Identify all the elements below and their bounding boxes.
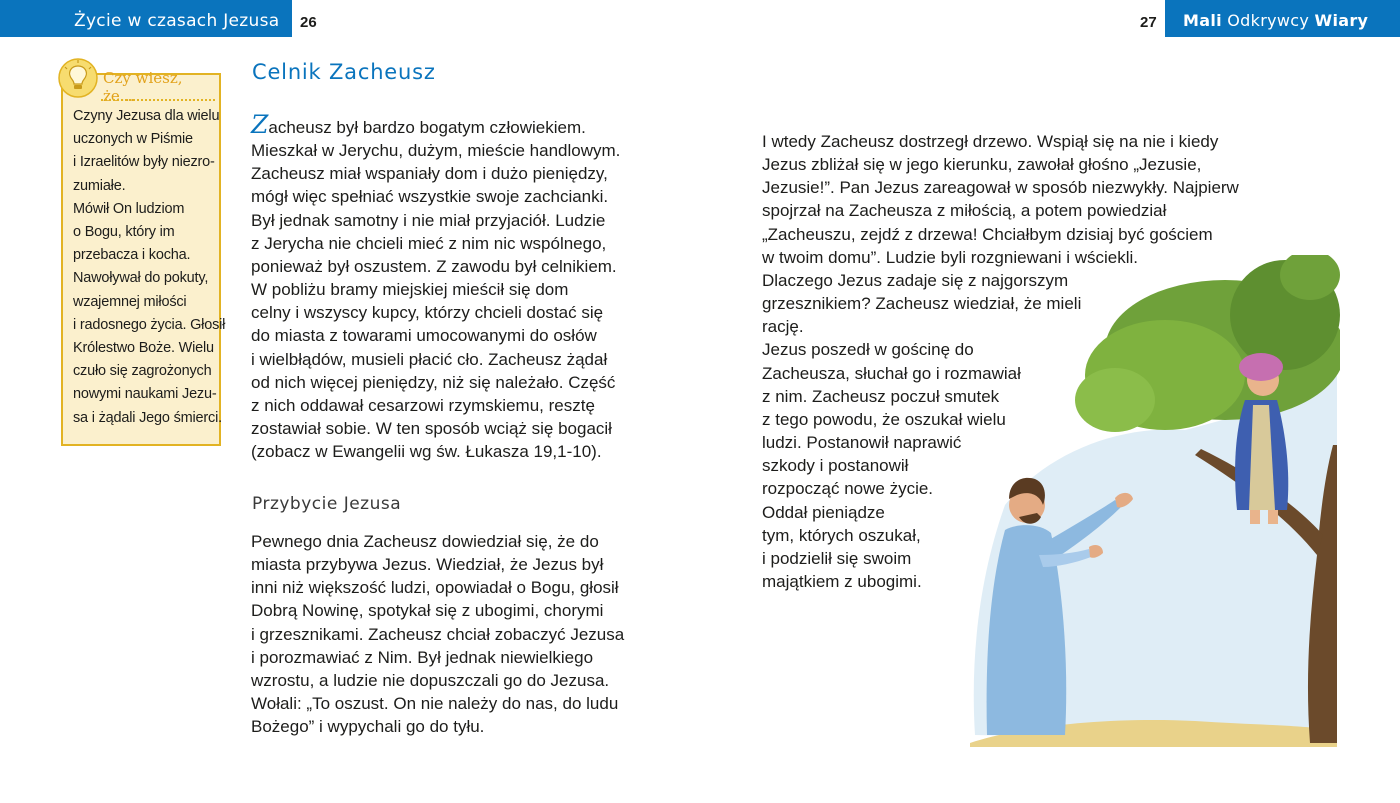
sidebox-line: Mówił On ludziom — [73, 200, 185, 217]
paragraph-line: w twoim domu”. Ludzie byli rozgniewani i wściekli. — [762, 247, 1139, 267]
sidebox-text — [73, 105, 226, 430]
sidebox-line: Nawoływał do pokuty, — [73, 270, 209, 287]
drop-cap: Z — [251, 110, 269, 139]
paragraph-line: mógł więc spełniać wszystkie swoje zachcianki. — [251, 187, 609, 207]
page-number-right: 27 — [1140, 14, 1157, 31]
paragraph-2 — [251, 530, 624, 738]
page-number-left: 26 — [300, 14, 317, 31]
paragraph-line: z Jerycha nie chcieli mieć z nim nic wspólnego, — [251, 233, 607, 253]
paragraph-first-line — [251, 110, 620, 139]
paragraph-line: miasta przybywa Jezus. Wiedział, że Jezus był — [251, 555, 604, 575]
paragraph-line: Był jednak samotny i nie miał przyjaciół. Ludzie — [251, 210, 606, 230]
article-title: Celnik Zacheusz — [252, 60, 436, 84]
paragraph-line: tym, których oszukał, — [762, 525, 921, 545]
zacchaeus-illustration — [965, 255, 1340, 750]
paragraph-1 — [251, 110, 621, 463]
sidebox-divider — [101, 99, 215, 101]
header-right-bar — [1165, 0, 1400, 37]
paragraph-line: zostawiał sobie. W ten sposób wciąż się bogacił — [251, 419, 612, 439]
sidebox-line: i radosnego życia. Głosił — [73, 316, 226, 333]
paragraph-line: Jezusie!”. Pan Jezus zareagował w sposób niezwykły. Najpierw — [762, 178, 1239, 198]
paragraph-line: z nim. Zacheusz poczuł smutek — [762, 386, 1000, 406]
paragraph-line: ludzi. Postanowił naprawić — [762, 433, 962, 453]
sidebox-title: Czy wiesz, że… — [103, 69, 183, 105]
sidebox-line: nowymi naukami Jezu- — [73, 386, 217, 403]
paragraph-line: Mieszkał w Jerychu, dużym, mieście handlowym. — [251, 141, 621, 161]
paragraph-line: Oddał pieniądze — [762, 502, 885, 522]
paragraph-line: W pobliżu bramy miejskiej mieścił się dom — [251, 280, 569, 300]
sidebox-line: zumiałe. — [73, 177, 126, 194]
paragraph-line: majątkiem z ubogimi. — [762, 571, 922, 591]
paragraph-line: do miasta z towarami umocowanymi do osłów — [251, 326, 597, 346]
header-left-bar — [0, 0, 292, 37]
paragraph-line: celny i wszyscy kupcy, którzy chcieli dostać się — [251, 303, 604, 323]
paragraph-line: rozpocząć nowe życie. — [762, 479, 934, 499]
paragraph-line: rację. — [762, 317, 804, 337]
paragraph-line: Wołali: „To oszust. On nie należy do nas, do ludu — [251, 694, 619, 714]
paragraph-line: spojrzał na Zacheusza z miłością, a potem powiedział — [762, 201, 1167, 221]
paragraph-line: i porozmawiać z Nim. Był jednak niewielkiego — [251, 647, 594, 667]
first-line-text: acheusz był bardzo bogatym człowiekiem. — [268, 118, 586, 137]
paragraph-line: z tego powodu, że oszukał wielu — [762, 409, 1006, 429]
paragraph-line: szkody i postanowił — [762, 456, 909, 476]
subheading: Przybycie Jezusa — [252, 494, 402, 514]
paragraph-line: ponieważ był oszustem. Z zawodu był celnikiem. — [251, 256, 617, 276]
paragraph-line: Bożego” i wypychali go do tyłu. — [251, 717, 485, 737]
series-title-part-1: Mali — [1183, 11, 1222, 30]
paragraph-line: Jezus poszedł w gościnę do — [762, 340, 974, 360]
paragraph-line: Dobrą Nowinę, spotykał się z ubogimi, chorymi — [251, 601, 604, 621]
series-title-part-3: Wiary — [1314, 11, 1369, 30]
paragraph-line: Zacheusza, słuchał go i rozmawiał — [762, 363, 1021, 383]
sidebox-line: i Izraelitów były niezro- — [73, 154, 215, 171]
sidebox-line: o Bogu, który im — [73, 224, 175, 241]
section-title: Życie w czasach Jezusa — [74, 11, 280, 31]
sidebox-line: Czyny Jezusa dla wielu — [73, 108, 220, 124]
paragraph-line: inni niż większość ludzi, opowiadał o Bogu, głosił — [251, 578, 619, 598]
lightbulb-icon — [57, 57, 99, 99]
paragraph-line: Pewnego dnia Zacheusz dowiedział się, że do — [251, 532, 599, 551]
did-you-know-box — [61, 69, 226, 446]
paragraph-line: i podzielił się swoim — [762, 548, 912, 568]
paragraph-line: (zobacz w Ewangelii wg św. Łukasza 19,1-10). — [251, 442, 602, 462]
series-title — [1183, 11, 1368, 30]
paragraph-line: od nich więcej pieniędzy, niż się należało. Część — [251, 372, 616, 392]
paragraph-line: z nich oddawał cesarzowi rzymskiemu, resztę — [251, 395, 595, 415]
sidebox-line: przebacza i kocha. — [73, 247, 191, 264]
paragraph-line: grzesznikiem? Zacheusz wiedział, że mieli — [762, 294, 1082, 314]
sidebox-line: Królestwo Boże. Wielu — [73, 340, 214, 357]
paragraph-line: Zacheusz miał wspaniały dom i dużo pieniędzy, — [251, 164, 608, 184]
sidebox-line: uczonych w Piśmie — [73, 131, 193, 148]
paragraph-line: I wtedy Zacheusz dostrzegł drzewo. Wspiął się na nie i kiedy — [762, 132, 1219, 151]
paragraph-line: i wielbłądów, musieli płacić cło. Zacheusz żądał — [251, 349, 608, 369]
paragraph-line: Dlaczego Jezus zadaje się z najgorszym — [762, 270, 1069, 290]
sidebox-line: czuło się zagrożonych — [73, 363, 212, 380]
series-title-part-2: Odkrywcy — [1227, 11, 1310, 30]
paragraph-line: „Zacheuszu, zejdź z drzewa! Chciałbym dzisiaj być gościem — [762, 224, 1213, 244]
paragraph-line: i grzesznikami. Zacheusz chciał zobaczyć Jezusa — [251, 624, 625, 644]
paragraph-line: wzrostu, a ludzie nie dopuszczali go do Jezusa. — [251, 670, 610, 690]
paragraph-line: Jezus zbliżał się w jego kierunku, zawołał głośno „Jezusie, — [762, 155, 1202, 175]
sidebox-line: sa i żądali Jego śmierci. — [73, 409, 222, 426]
sidebox-line: wzajemnej miłości — [73, 293, 187, 310]
